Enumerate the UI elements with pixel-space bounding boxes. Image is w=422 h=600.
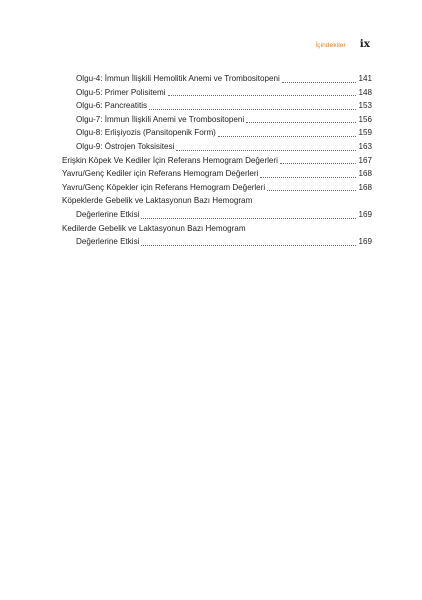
toc-entry-page: 163 <box>358 141 372 151</box>
toc-entry-page: 169 <box>358 209 372 219</box>
toc-dot-leader <box>168 95 357 96</box>
toc-entry-title: Olgu-4: İmmun İlişkili Hemolitik Anemi ve Trombositopeni <box>76 74 280 83</box>
toc-dot-leader <box>246 122 356 123</box>
toc-entry-title: Erişkin Köpek Ve Kediler İçin Referans Hemogram Değerleri <box>62 155 278 165</box>
toc-entry[interactable] <box>62 140 372 154</box>
toc-dot-leader <box>141 218 356 219</box>
toc-entry[interactable] <box>62 99 372 113</box>
toc-entry-page: 141 <box>358 74 372 83</box>
toc-entry-page: 169 <box>358 237 372 247</box>
toc-entry[interactable] <box>62 194 372 221</box>
toc-entry[interactable] <box>62 154 372 168</box>
toc-dot-leader <box>260 177 356 178</box>
toc-dot-leader <box>141 245 356 246</box>
toc-dot-leader <box>280 163 357 164</box>
section-name: İçindekiler <box>315 42 346 49</box>
toc-entry[interactable] <box>62 181 372 195</box>
toc-entry-title-line2: Değerlerine Etkisi <box>76 237 140 247</box>
toc-entry-title: Olgu-9: Östrojen Toksisitesi <box>76 141 175 151</box>
toc-entry[interactable] <box>62 113 372 127</box>
toc-entry-page: 168 <box>358 169 372 179</box>
toc-entry-title: Yavru/Genç Köpekler için Referans Hemogram Değerleri <box>62 182 266 192</box>
page-number: ix <box>359 38 370 50</box>
toc-entry-title-line2: Değerlerine Etkisi <box>76 209 140 219</box>
toc-entry-title-line1: Kedilerde Gebelik ve Laktasyonun Bazı Hemogram <box>62 223 246 233</box>
toc-entry-page: 167 <box>358 155 372 165</box>
toc-entry[interactable] <box>62 72 372 86</box>
toc-entry-page: 156 <box>358 114 372 124</box>
toc-entry[interactable] <box>62 167 372 181</box>
toc-dot-leader <box>218 136 357 137</box>
toc-entry-page: 168 <box>358 182 372 192</box>
toc-entry-title: Olgu-5: Primer Polisitemi <box>76 87 166 97</box>
running-header <box>315 38 370 50</box>
table-of-contents <box>62 72 372 249</box>
toc-entry-continuation <box>62 235 372 249</box>
toc-dot-leader <box>267 190 356 191</box>
toc-entry-continuation <box>62 208 372 222</box>
toc-entry-title: Yavru/Genç Kediler için Referans Hemogram Değerleri <box>62 169 259 179</box>
toc-entry-page: 153 <box>358 101 372 111</box>
toc-dot-leader <box>149 109 356 110</box>
toc-entry[interactable] <box>62 126 372 140</box>
toc-entry-title: Olgu-6: Pancreatitis <box>76 101 148 111</box>
toc-entry-title-line1: Köpeklerde Gebelik ve Laktasyonun Bazı Hemogram <box>62 196 253 206</box>
toc-entry-page: 159 <box>358 128 372 138</box>
toc-entry-page: 148 <box>358 87 372 97</box>
toc-dot-leader <box>176 150 356 151</box>
toc-dot-leader <box>282 82 357 83</box>
toc-entry[interactable] <box>62 222 372 249</box>
toc-entry-title: Olgu-7: İmmun İlişkili Anemi ve Trombositopeni <box>76 114 245 124</box>
toc-entry-title: Olgu-8: Erlişiyozis (Pansitopenik Form) <box>76 128 216 138</box>
toc-entry[interactable] <box>62 86 372 100</box>
